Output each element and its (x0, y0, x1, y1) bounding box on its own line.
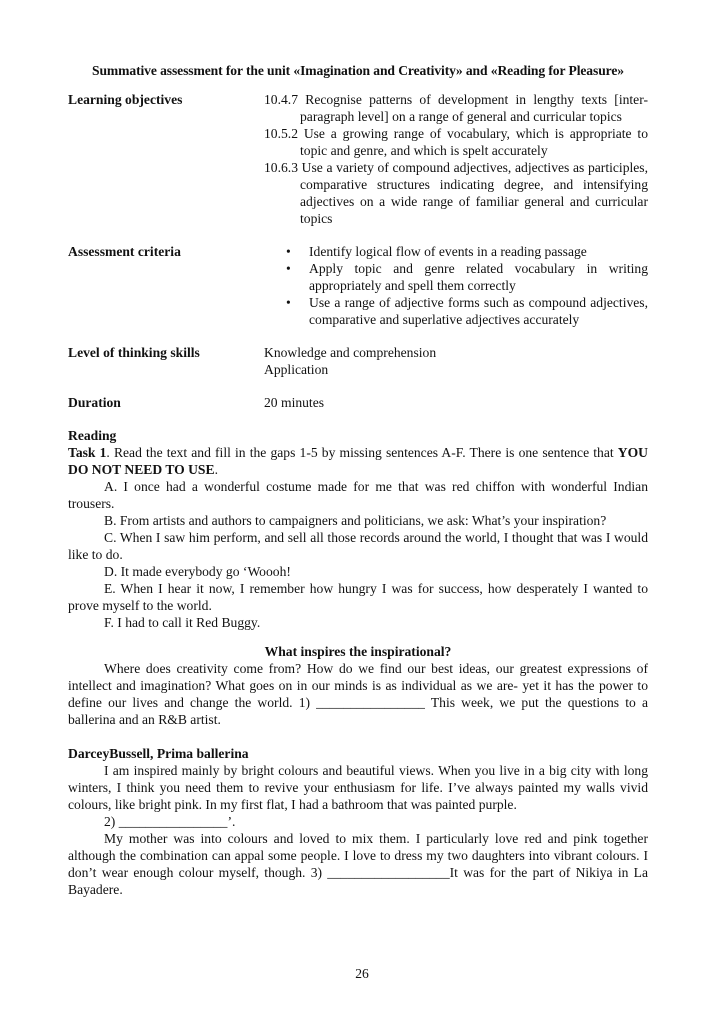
option-a: A. I once had a wonderful costume made for me that was red chiffon with wonderful Indian trousers. (68, 479, 648, 511)
criteria-item: • Apply topic and genre related vocabulary in writing appropriately and spell them correctly (286, 260, 648, 294)
options-list (68, 478, 648, 631)
thinking-row (68, 344, 648, 378)
task-text: . Read the text and fill in the gaps 1-5 by missing sentences A-F. There is one sentence that (106, 445, 618, 460)
criteria-item: • Use a range of adjective forms such as compound adjectives, comparative and superlative adjectives accurately (286, 294, 648, 328)
criteria-label: Assessment criteria (68, 244, 181, 259)
page-title: Summative assessment for the unit «Imagination and Creativity» and «Reading for Pleasure» (92, 63, 624, 78)
article-paragraph: Where does creativity come from? How do we find our best ideas, our greatest expressions of intellect and imagination? What goes on in our minds is as individual as we are- yet it has the power to define our lives and change the world. 1) ________________ This week, we put the questions to a ballerina and an R&B artist. (68, 661, 648, 727)
option-c: C. When I saw him perform, and sell all those records around the world, I thought that was I would like to do. (68, 530, 648, 562)
option-e: E. When I hear it now, I remember how hungry I was for success, how desperately I wanted to prove myself to the world. (68, 581, 648, 613)
objectives-row (68, 91, 648, 227)
option-d: D. It made everybody go ‘Woooh! (104, 564, 291, 579)
duration-value: 20 minutes (264, 395, 325, 410)
criteria-row (68, 243, 648, 328)
article-paragraph: My mother was into colours and loved to mix them. I particularly love red and pink together although the combination can appal some people. I love to dress my two daughters into vibrant colours. I don’t wear enough colour myself, though. 3) __________________It was for the part of Nikiya in La Bayadere. (68, 831, 648, 897)
task-emphasis: YOU DO NOT NEED TO USE (68, 445, 648, 477)
section-heading: DarceyBussell, Prima ballerina (68, 746, 249, 761)
objective-item: 10.5.2 Use a growing range of vocabulary, which is appropriate to topic and genre, and which is spelt accurately (264, 126, 648, 158)
criteria-item: • Identify logical flow of events in a reading passage (286, 243, 648, 260)
duration-row (68, 394, 648, 411)
thinking-level: Knowledge and comprehension (264, 345, 437, 360)
page-number: 26 (355, 966, 369, 981)
article-paragraph: 2) ________________’. (104, 814, 236, 829)
task-label: Task 1 (68, 445, 107, 460)
task-instructions: Task 1. Read the text and fill in the gaps 1-5 by missing sentences A-F. There is one sentence that YOU DO NOT NEED TO USE. (68, 445, 648, 477)
thinking-level: Application (264, 362, 329, 377)
objectives-list (264, 91, 648, 227)
duration-label: Duration (68, 395, 121, 410)
article-title: What inspires the inspirational? (264, 644, 452, 659)
option-b: B. From artists and authors to campaigners and politicians, we ask: What’s your inspiration? (104, 513, 607, 528)
objective-item: 10.4.7 Recognise patterns of development in lengthy texts [inter-paragraph level] on a range of general and curricular topics (264, 92, 648, 124)
reading-heading: Reading (68, 428, 117, 443)
objective-item: 10.6.3 Use a variety of compound adjectives, adjectives as participles, comparative structures indicating degree, and intensifying adjectives on a wide range of familiar general and curricular topics (264, 160, 648, 226)
document-page (68, 62, 648, 898)
option-f: F. I had to call it Red Buggy. (104, 615, 261, 630)
thinking-label: Level of thinking skills (68, 345, 200, 360)
criteria-list (264, 243, 648, 328)
article-paragraph: I am inspired mainly by bright colours and beautiful views. When you live in a big city with long winters, I think you need them to revive your enthusiasm for life. I’ve always painted my walls vivid colours, like bright pink. In my first flat, I had a bathroom that was painted purple. (68, 763, 648, 812)
objectives-label: Learning objectives (68, 92, 183, 107)
